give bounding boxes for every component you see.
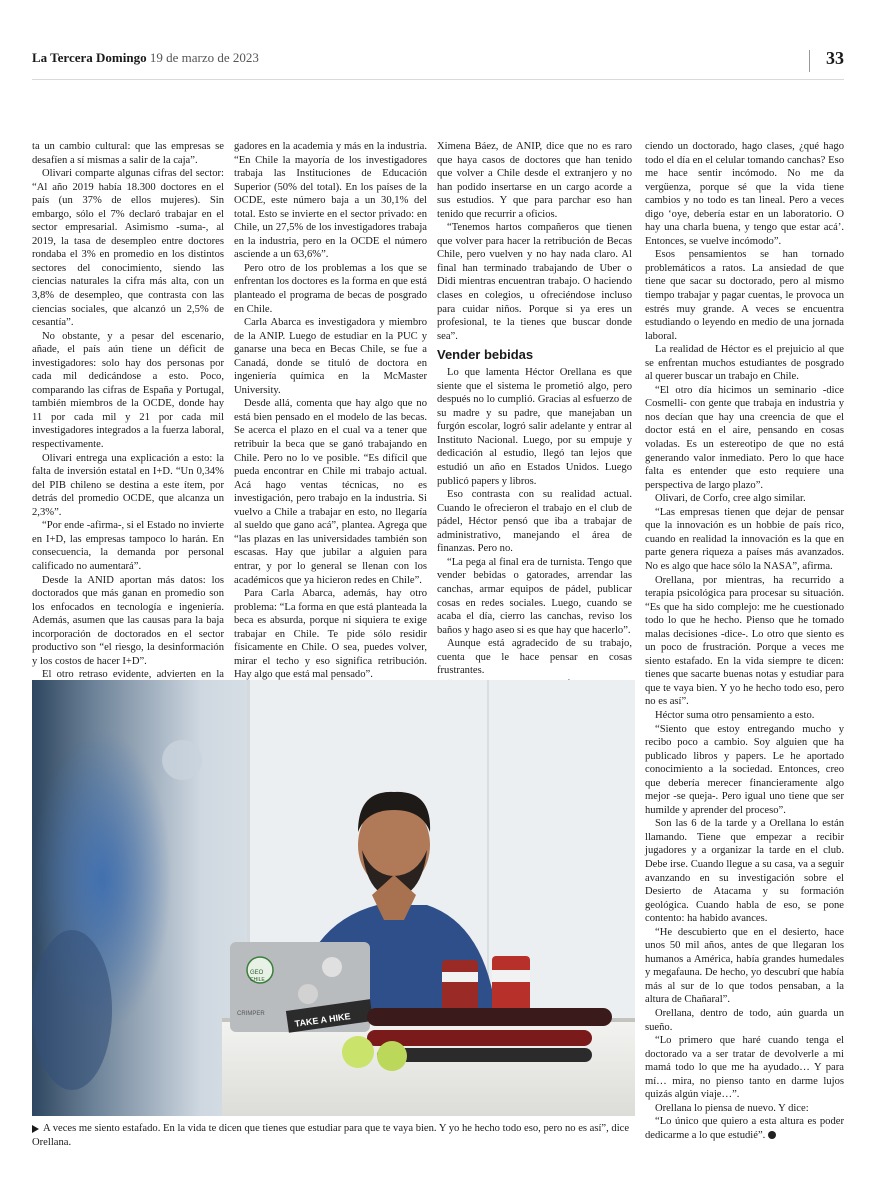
caption-arrow-icon (32, 1125, 39, 1133)
blurred-light (162, 740, 202, 780)
padel-racket (367, 1008, 612, 1026)
paragraph: Aunque está agradecido de su trabajo, cuenta que le hace pensar en cosas frustrantes. (437, 638, 632, 677)
paragraph: Carla Abarca es investigadora y miembro de la ANIP. Luego de estudiar en la PUC y ganarse una beca en Becas Chile, se fue a Canadá, donde se tituló de doctora en ingeniería química en la McMaster University. (234, 317, 427, 396)
publication-name: La Tercera Domingo (32, 50, 147, 65)
paragraph: “Por ende -afirma-, si el Estado no invierte en I+D, las empresas tampoco lo harán. En consecuencia, la demanda por personal calificado no aumentará”. (32, 520, 224, 572)
paragraph: “La pega al final era de turnista. Tengo que vender bebidas o gatorades, arrendar las canchas, armar equipos de pádel, publicar cosas en redes sociales. Luego, cuando se acaba el día, cierro las canchas, reviso los baños y hago aseo si es que hay que hacerlo”. (437, 556, 632, 636)
paragraph: “He descubierto que en el desierto, hace unos 50 mil años, antes de que llegaran los humanos a América, había grandes humedales y megafauna. De hecho, yo descubrí que había más al sur de lo que todos pensaban, a la altura de Chañaral”. (645, 926, 844, 1006)
paragraph: Orellana lo piensa de nuevo. Y dice: (655, 1102, 809, 1114)
paragraph: “Siento que estoy entregando mucho y recibo poco a cambio. Soy alguien que ha publicado libros y papers. Le he aportado conocimiento a la sociedad. Entonces, creo que debería merecer financieramente algo mejor -se queja-. Pero igual uno tiene que ser humilde y aprender del proceso”. (645, 723, 844, 816)
page-header (32, 44, 844, 80)
closing-quote: “Lo único que quiero a esta altura es poder dedicarme a lo que estudié”. (645, 1116, 844, 1141)
sticker-crimper-text: CRIMPER (237, 1011, 265, 1017)
ball-can-label (442, 972, 478, 982)
caption-text: A veces me siento estafado. En la vida te dicen que tienes que estudiar para que te vaya bien. Y yo he hecho todo eso, pero no es así”, dice Orellana. (32, 1123, 630, 1148)
paragraph: “Tenemos hartos compañeros que tienen que volver para hacer la retribución de Becas Chile, pero vuelven y no hay nada claro. Al final han terminado trabajando de Uber o Didi mientras encuentran trabajo. O haciendo clases en colegios, u ofreciéndose incluso para cuidar niños. Porque si ya eres un profesional, te la tienes que buscar donde sea”. (437, 222, 632, 342)
padel-ball (342, 1036, 374, 1068)
paragraph: Para Carla Abarca, además, hay otro problema: “La forma en que está planteada la beca es absurda, porque ni siquiera te exige trabajar en Chile. Te pide sólo residir físicamente en Chile. O sea, puedes volver, mirar el techo y eso significa retribución. Hay algo que está mal pensado”. (234, 588, 427, 681)
paragraph: Lo que lamenta Héctor Orellana es que siente que el sistema le prometió algo, pero después no lo cumplió. Gracias al esfuerzo de su madre y su padre, que manejaban un furgón escolar, logró salir adelante y entrar al Instituto Nacional. Luego, por su empuje y dedicación al estudio, llegó tan lejos que estudió un año en Estados Unidos. Luego publicó papers y libros. (437, 367, 632, 487)
paragraph: Esos pensamientos se han tornado problemáticos a ratos. La ansiedad de que tiene que sacar su doctorado, pero al mismo tiempo trabajar y pagar cuentas, le provoca un estrés muy grande. A veces se encuentra estudiando o leyendo en medio de una jornada laboral. (645, 249, 844, 342)
article-column-2 (234, 140, 427, 681)
paragraph: ciendo un doctorado, hago clases, ¿qué hago todo el día en el celular tomando canchas? Eso me hace sentir incómodo. No me da vergüenza, porque sé que la vida tiene cambios y no todo es tan lineal. Pero a veces digo ‘oye, debería estar en un laboratorio. O hay una charla buena, y tengo que estar acá’. Entonces, se vuelve incómodo”. (645, 141, 844, 247)
paragraph: Pero otro de los problemas a los que se enfrentan los doctores es la forma en que está planteado el programa de becas de posgrado en Chile. (234, 262, 427, 315)
paragraph: “El otro día hicimos un seminario -dice Cosmelli- con gente que trabaja en industria y nos decían que hay una creencia de que el doctor está en el aire, pensando en cosas voladas. Es un estereotipo de que no está generando valor inmediato. Pero lo que hace falta es entender que esto requiere una perspectiva de largo plazo”. (645, 384, 844, 491)
ball-can-label (492, 970, 530, 982)
paragraph: Ximena Báez, de ANIP, dice que no es raro que haya casos de doctores que han tenido que volver a Chile desde el extranjero y no han podido insertarse en un cargo acorde a sus estudios. Y que para parchar eso han tenido que recurrir a oficios. (437, 141, 632, 220)
padel-ball (377, 1041, 407, 1071)
sticker-take-a-hike-text: TAKE A HIKE (294, 1011, 352, 1029)
paragraph: El otro retraso evidente, advierten en la (42, 669, 224, 681)
laptop-sticker (322, 957, 342, 977)
publication-line (32, 50, 259, 66)
paragraph: Olivari comparte algunas cifras del sector: “Al año 2019 había 18.300 doctores en el país (un 37% de ellos mujeres). Sin embargo, sólo el 7% declaró trabajar en el sector empresarial. Asimismo -suma-, al 2019, la tasa de desempleo entre doctores rondaba el 3% en promedio en los distintos sectores del conocimiento, siendo las ciencias naturales la cifra más alta, con un 3,8% de desempleo, que contrasta con las ciencias sociales, que alcanzó un 2,5% de cesantía”. (32, 168, 224, 329)
sticker-geo-text: GEO (250, 970, 264, 976)
publication-date: 19 de marzo de 2023 (149, 50, 259, 65)
article-column-1 (32, 140, 224, 681)
paragraph: Desde allá, comenta que hay algo que no está bien pensado en el modelo de las becas. Se acerca el plazo en el cual va a tener que retribuir la beca que se ganó trabajando en Chile. Pero no lo ve posible. “Es difícil que pueda encontrar en Chile mi trabajo actual. Acá hago ventas técnicas, no es investigación, pero trabajo en la industria. Si vuelvo a Chile a trabajar en esto, no llegaría al sueldo que gano acá”, plantea. Agrega que “las plazas en las universidades también son escasas. Hay que jubilar a alguien para entrar, y por lo general se llenan con los académicos que ya hicieron redes en Chile”. (234, 398, 427, 586)
laptop-sticker (298, 984, 318, 1004)
paragraph: Son las 6 de la tarde y a Orellana lo están llamando. Tiene que empezar a recibir jugadores y a organizar la tarde en el club. Debe irse. Cuando llegue a su casa, va a seguir avanzando en su investigación sobre el Desierto de Atacama y su formación geológica. Cuando habla de eso, se pone contento: ha habido avances. (645, 818, 844, 925)
paragraph-final (645, 1115, 844, 1142)
article-column-4 (645, 140, 844, 1165)
photo-illustration (32, 680, 635, 1116)
page-number: 33 (826, 48, 844, 68)
paragraph: Olivari, de Corfo, cree algo similar. (655, 493, 806, 505)
paragraph: “Lo primero que haré cuando tenga el doctorado va a ser tratar de devolverle a mi mamá todo lo que me ha ayudado… Y para mí… mira, no pienso tanto en darme lujos quizás algún viaje…”. (645, 1035, 844, 1101)
paragraph: Desde la ANID aportan más datos: los doctorados que más ganan en promedio son los enfocados en tecnología e ingeniería. Además, asumen que las causas para la baja incorporación de doctorados en el sector productivo son “el riesgo, la desinformación y los costos de hacer I+D”. (32, 574, 224, 667)
paragraph: “Las empresas tienen que dejar de pensar que la innovación es un hobbie de país rico, cuando en realidad la innovación es la que en parte genera riqueza a países más avanzados. No es algo que hace sólo la NASA”, afirma. (645, 506, 844, 572)
article-photo (32, 680, 635, 1116)
paragraph: ta un cambio cultural: que las empresas se desafíen a sí mismas a salir de la caja”. (32, 141, 224, 166)
paragraph: Héctor suma otro pensamiento a esto. (655, 709, 815, 721)
paragraph: gadores en la academia y más en la industria. “En Chile la mayoría de los investigadores trabaja las Instituciones de Educación Superior (50% del total). En los países de la OCDE, este número baja a un 30,1% del total. Esto se invierte en el sector privado: en Chile, un 27,5% de los investigadores trabaja en la industria, pero en la OCDE el número asciende a un 63,6%”. (234, 141, 427, 261)
article-column-3 (437, 140, 632, 677)
sticker-chile-text: CHILE (250, 977, 265, 983)
paragraph: La realidad de Héctor es el prejuicio al que se enfrentan muchos estudiantes de posgrado al querer buscar un trabajo en Chile. (645, 344, 844, 383)
photo-caption (32, 1122, 635, 1150)
end-mark-icon (768, 1131, 776, 1139)
blurred-foreground (32, 930, 112, 1090)
paragraph: No obstante, y a pesar del escenario, añade, el país aún tiene un déficit de investigadores: solo hay dos personas por cada mil dedicándose a esto. Poco, comparando las cifras de España y Portugal, también miembros de la OCDE, donde hay 11 por cada mil y 21 por cada mil investigadores integrados a la fuerza laboral, respectivamente. (32, 330, 224, 451)
padel-racket (367, 1030, 592, 1046)
paragraph: Orellana, por mientras, ha recurrido a terapia psicológica para procesar su situación. “Es que ha sido complejo: me he cuestionado todo lo que he hecho. Pienso que he tomado malas decisiones -dice-. Lo otro que siento es un poco de frustración. Porque a veces me siento estafado. En la vida siempre te dicen: tienes que sacarte buenas notas y estudiar para que te vaya bien. Y yo he hecho todo eso, pero no es así”. (645, 574, 844, 708)
padel-racket (377, 1048, 592, 1062)
section-subheading: Vender bebidas (437, 347, 534, 363)
paragraph: Orellana, dentro de todo, aún guarda un sueño. (645, 1008, 844, 1033)
paragraph: Eso contrasta con su realidad actual. Cuando le ofrecieron el trabajo en el club de pádel, Héctor pensó que iba a trabajar de administrativo, manejando el área de finanzas. Pero no. (437, 489, 632, 555)
paragraph: Olivari entrega una explicación a esto: la falta de inversión estatal en I+D. “Un 0,34% del PIB chileno se destina a este ítem, por detrás del promedio OCDE, que alcanza un 2,3%”. (32, 452, 224, 518)
header-divider (809, 50, 810, 72)
